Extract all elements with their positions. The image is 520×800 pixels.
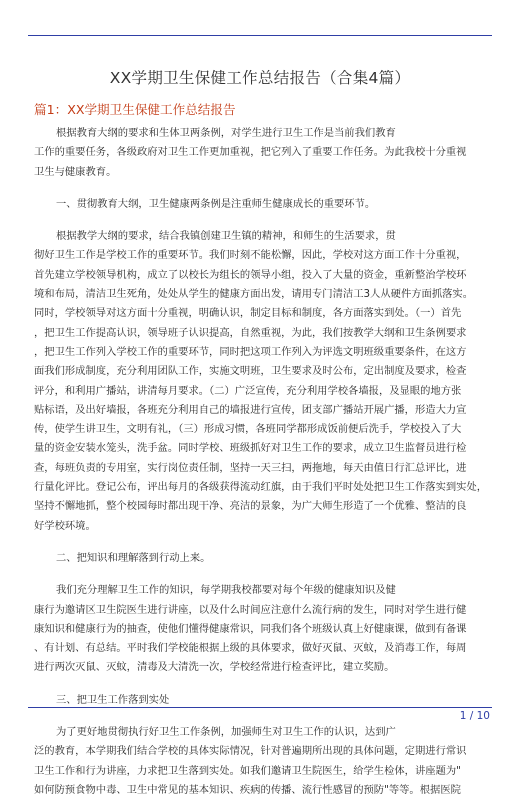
paragraph (34, 124, 490, 182)
text-line: 如何防预食物中毒、卫生中常见的基本知识、疾病的传播、流行性感冒的预防"等等。根据医院 (34, 783, 461, 796)
text-line: 面我们形成制度，充分利用团队工作，实施文明班，卫生要求及时公布，定出制度及要求，检查 (34, 365, 467, 378)
text-line: 量的资金安装水笼头，洗手盆。同时学校、班级抓好对卫生工作的要求，成立卫生监督员进行检 (34, 442, 467, 455)
text-line: 卫生工作和行为讲座，力求把卫生落到实处。如我们邀请卫生院医生，给学生检体，讲座题为" (34, 764, 461, 777)
text-line: 三、把卫生工作落到实处 (56, 693, 170, 706)
text-line: 康知识和健康行为的抽查，使他们懂得健康常识，同我们各个班级认真上好健康课，做到有备课 (34, 622, 467, 635)
text-line: 评分，和利用广播站，讲清每月要求。（二）广泛宣传，充分利用学校各墙报，及显眼的地方张 (34, 384, 462, 397)
text-line: 二、把知识和理解落到行动上来。 (56, 551, 211, 564)
text-line: 、有计划、有总结。平时我们学校能根据上级的具体要求，做好灭鼠、灭蚊，及消毒工作，每周 (34, 642, 467, 655)
document-body (34, 124, 490, 800)
text-line: 坚持不懈地抓，整个校园每时都出现干净、亮洁的景象，为广大师生形造了一个优雅、整洁的良 (34, 500, 467, 513)
text-line: 彻好卫生工作是学校工作的重要环节。我们时刻不能松懈，因此，学校对这方面工作十分重视， (34, 249, 467, 262)
footer-rule (28, 707, 492, 708)
text-line: 我们充分理解卫生工作的知识，每学期我校都要对每个年级的健康知识及健 (56, 584, 396, 597)
text-line: 行量化评比。登记公布，评出每月的各级获得流动红旗，由于我们平时处处把卫生工作落实到实处， (34, 481, 488, 494)
paragraph-gap (34, 214, 490, 227)
paragraph (34, 195, 490, 214)
paragraph (34, 549, 490, 568)
text-line: 为了更好地贯彻执行好卫生工作条例，加强师生对卫生工作的认识，达到广 (56, 726, 396, 739)
text-line: 康行为邀请区卫生院医生进行讲座，以及什么时间应注意什么流行病的发生，同时对学生进行健 (34, 603, 467, 616)
text-line: 根据教育大纲的要求和生体卫两条例，对学生进行卫生工作是当前我们教育 (56, 127, 396, 139)
paragraph-gap (34, 536, 490, 549)
text-line: 查，每班负责的专用室，实行岗位责任制，坚持一天三扫，两拖地，每天由值日行汇总评比，进 (34, 461, 467, 474)
paragraph-gap (34, 678, 490, 691)
header-rule (28, 35, 492, 36)
text-line: 卫生与健康教育。 (34, 165, 117, 178)
text-line: 首先建立学校领导机构，成立了以校长为组长的领导小组，投入了大量的资金，重新整治学校环 (34, 268, 467, 281)
page-indicator: 1 / 10 (459, 710, 490, 722)
paragraph-gap (34, 710, 490, 723)
text-line: 根据教学大纲的要求，结合我镇创建卫生镇的精神，和师生的生活要求，贯 (56, 230, 396, 243)
text-line: 同时，学校领导对这方面十分重视，明确认识，制定目标和制度，各方面落实到处。（一）首先 (34, 307, 462, 320)
text-line: 进行两次灭鼠、灭蚊，清毒及大清洗一次，学校经常进行检查评比，建立奖励。 (34, 661, 395, 674)
document-title: XX学期卫生保健工作总结报告（合集4篇） (109, 69, 411, 87)
text-line: ，把卫生工作提高认识，领导班子认识提高，自然重视，为此，我们按教学大纲和卫生条例要求 (34, 326, 467, 339)
text-line: ，把卫生工作列入学校工作的重要环节，同时把这项工作列入为评选文明班级重要条件，在这方 (34, 345, 467, 358)
text-line: 好学校环境。 (34, 519, 96, 532)
text-line: 传，使学生讲卫生，文明有礼，（三）形成习惯，各班同学都形成饭前便后洗手，学校投入了大 (34, 423, 462, 436)
section-heading: 篇1：XX学期卫生保健工作总结报告 (34, 102, 236, 117)
text-line: 贴标语，及出好墙报，各班充分利用自己的墙报进行宣传，团支部广播站开展广播，形造大力宣 (34, 403, 467, 416)
paragraph (34, 227, 490, 536)
text-line: 泛的教育，本学期我们结合学校的具体实际情况，针对普遍期所出现的具体问题，定期进行常识 (34, 745, 467, 758)
paragraph-gap (34, 568, 490, 581)
paragraph-gap (34, 182, 490, 195)
text-line: 一、贯彻教育大纲，卫生健康两条例是注重师生健康成长的重要环节。 (56, 197, 376, 210)
paragraph (34, 581, 490, 677)
text-line: 工作的重要任务，各级政府对卫生工作更加重视，把它列入了重要工作任务。为此我校十分重视 (34, 146, 467, 159)
text-line: 境和布局，清洁卫生死角，处处从学生的健康方面出发，请用专门清洁工3人从硬件方面抓落实。 (34, 288, 474, 301)
